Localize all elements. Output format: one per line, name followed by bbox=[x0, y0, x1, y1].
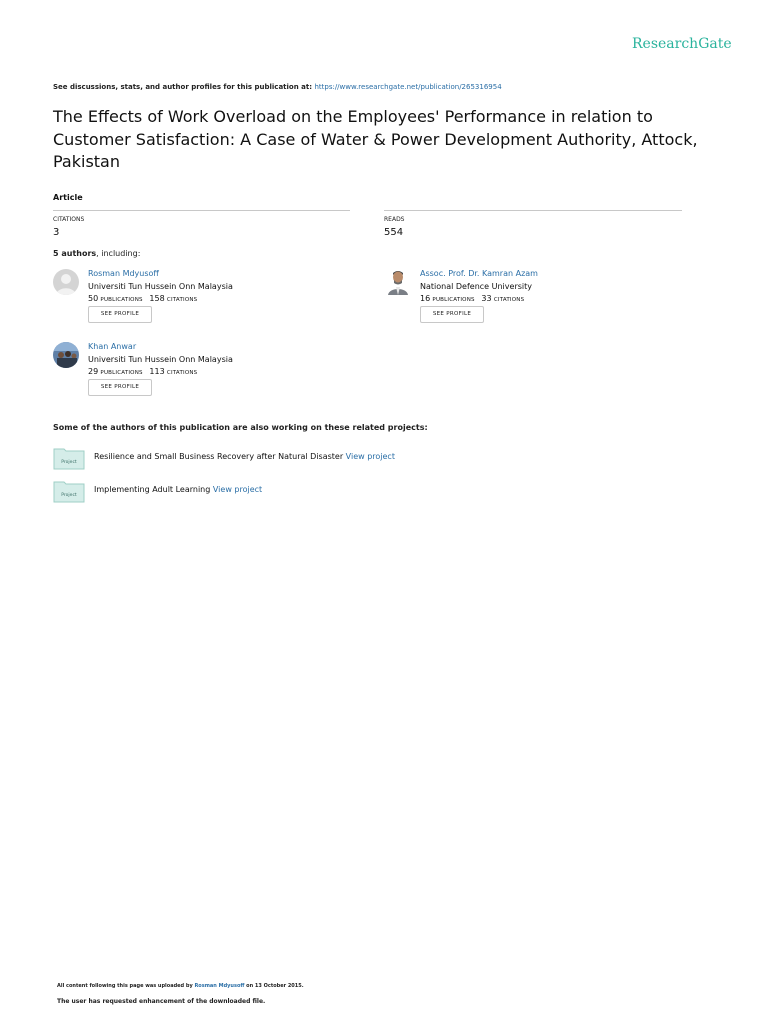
citations-count: 33 bbox=[481, 294, 492, 303]
citations-count: 3 bbox=[53, 227, 60, 238]
project-title bbox=[94, 452, 395, 461]
project-name: Resilience and Small Business Recovery after Natural Disaster bbox=[94, 452, 344, 461]
author-name-link[interactable]: Khan Anwar bbox=[88, 342, 137, 351]
upload-notice bbox=[57, 983, 304, 989]
project-title bbox=[94, 485, 262, 494]
citations-label: CITATIONS bbox=[53, 216, 85, 223]
author-card bbox=[385, 269, 685, 329]
citations-count: 113 bbox=[149, 367, 165, 376]
author-stats bbox=[88, 294, 197, 303]
project-name: Implementing Adult Learning bbox=[94, 485, 211, 494]
divider-right bbox=[384, 210, 682, 211]
publications-label: PUBLICATIONS bbox=[100, 297, 143, 303]
author-institution: Universiti Tun Hussein Onn Malaysia bbox=[88, 282, 233, 291]
citations-label: CITATIONS bbox=[166, 297, 198, 303]
project-folder-icon bbox=[53, 446, 85, 470]
reads-count: 554 bbox=[384, 227, 404, 238]
discussion-line bbox=[53, 83, 502, 91]
related-projects-heading: Some of the authors of this publication are also working on these related projects: bbox=[53, 423, 428, 432]
author-card bbox=[53, 342, 353, 402]
reads-label: READS bbox=[384, 216, 405, 223]
author-institution: National Defence University bbox=[420, 282, 532, 291]
publications-count: 50 bbox=[88, 294, 99, 303]
see-profile-button[interactable]: SEE PROFILE bbox=[88, 306, 152, 323]
author-card bbox=[53, 269, 353, 329]
see-profile-button[interactable]: SEE PROFILE bbox=[88, 379, 152, 396]
project-item bbox=[53, 479, 553, 505]
author-institution: Universiti Tun Hussein Onn Malaysia bbox=[88, 355, 233, 364]
upload-prefix: All content following this page was uploaded by bbox=[57, 983, 195, 989]
author-photo-icon[interactable] bbox=[53, 342, 79, 368]
author-stats bbox=[420, 294, 524, 303]
citations-label: CITATIONS bbox=[166, 370, 198, 376]
divider-left bbox=[53, 210, 350, 211]
authors-suffix: , including: bbox=[96, 249, 141, 258]
avatar-placeholder-icon[interactable] bbox=[53, 269, 79, 295]
uploader-link[interactable]: Rosman Mdyusoff bbox=[194, 983, 245, 989]
view-project-link[interactable]: View project bbox=[212, 485, 263, 494]
publications-count: 16 bbox=[420, 294, 431, 303]
project-folder-icon bbox=[53, 479, 85, 503]
citations-count: 158 bbox=[149, 294, 165, 303]
authors-heading bbox=[53, 249, 140, 258]
publications-count: 29 bbox=[88, 367, 99, 376]
upload-suffix: on 13 October 2015. bbox=[244, 983, 304, 989]
author-stats bbox=[88, 367, 197, 376]
discussion-prefix: See discussions, stats, and author profiles for this publication at: bbox=[53, 83, 315, 91]
enhancement-note: The user has requested enhancement of the downloaded file. bbox=[57, 998, 266, 1005]
author-name-link[interactable]: Rosman Mdyusoff bbox=[88, 269, 159, 278]
project-icon-label: Project bbox=[61, 460, 77, 465]
publication-title: The Effects of Work Overload on the Employees' Performance in relation to Customer Satisfaction: A Case of Water & Power Development Authority, Attock, Pakistan bbox=[53, 107, 698, 171]
project-icon-label: Project bbox=[61, 493, 77, 498]
publication-type: Article bbox=[53, 193, 83, 202]
author-name-link[interactable]: Assoc. Prof. Dr. Kamran Azam bbox=[420, 269, 538, 278]
authors-count: 5 authors bbox=[53, 249, 97, 258]
researchgate-logo[interactable]: ResearchGate bbox=[632, 36, 732, 52]
publications-label: PUBLICATIONS bbox=[432, 297, 475, 303]
publications-label: PUBLICATIONS bbox=[100, 370, 143, 376]
author-photo-icon[interactable] bbox=[387, 269, 409, 295]
project-item bbox=[53, 446, 553, 472]
see-profile-button[interactable]: SEE PROFILE bbox=[420, 306, 484, 323]
view-project-link[interactable]: View project bbox=[345, 452, 395, 461]
citations-label: CITATIONS bbox=[493, 297, 525, 303]
publication-url-link[interactable]: https://www.researchgate.net/publication/265316954 bbox=[314, 83, 502, 91]
